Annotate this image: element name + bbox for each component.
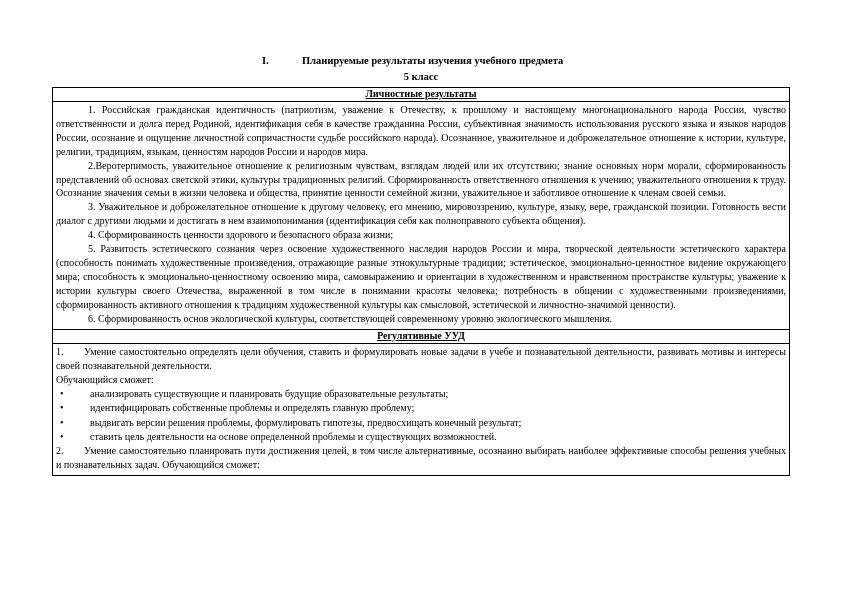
list-item xyxy=(56,402,786,416)
list-item xyxy=(56,417,786,431)
personal-paragraph-5: 5. Развитость эстетического сознания через освоение художественного наследия народов России и мира, творческой деятельности эстетического характера (способность понимать художественные произведения, отражающие разные этнокультурные традиции; эстетическое, эмоционально-ценностное видение окружающего мира; способность к эмоционально-ценностному освоению мира, самовыражению и ориентации в художественном и нравственном пространстве культуры; уважение к истории культуры своего Отечества, выраженной в том числе в понимании красоты человека; потребность в общении с художественными произведениями, сформированность активного отношения к традициям художественной культуры как смысловой, эстетической и личностно-значимой ценности). xyxy=(56,244,786,311)
regulatory-item-1-number: 1. xyxy=(56,346,64,358)
regulatory-item-2-number: 2. xyxy=(56,445,64,457)
list-item xyxy=(56,431,786,445)
list-item xyxy=(56,388,786,402)
personal-results-title: Личностные результаты xyxy=(365,89,477,100)
results-table xyxy=(52,87,790,476)
personal-paragraph-4: 4. Сформированность ценности здорового и безопасного образа жизни; xyxy=(88,230,394,242)
bullet-icon: • xyxy=(60,417,64,429)
personal-paragraph-6: 6. Сформированность основ экологической культуры, соответствующей современному уровню экологического мышления. xyxy=(88,313,612,325)
personal-paragraph-1: 1. Российская гражданская идентичность (патриотизм, уважение к Отечеству, к прошлому и настоящему многонационального народа России, чувство ответственности и долга перед Родиной, идентификация себя в качестве гражданина России, субъективная значимость использования русского языка и языков народов России, осознание и ощущение личностной сопричастности судьбе российского народа). Осознанное, уважительное и доброжелательное отношение к истории, культуре, религии, традициям, языкам, ценностям народов России и народов мира. xyxy=(56,105,786,158)
bullet-icon: • xyxy=(60,403,64,415)
bullet-text: идентифицировать собственные проблемы и определять главную проблему; xyxy=(90,403,415,415)
bullet-text: выдвигать версии решения проблемы, формулировать гипотезы, предвосхищать конечный результат; xyxy=(90,417,522,429)
grade-label: 5 класс xyxy=(403,72,439,83)
regulatory-uud-title: Регулятивные УУД xyxy=(377,330,465,342)
section-number: I. xyxy=(262,56,269,67)
bullet-text: ставить цель деятельности на основе определенной проблемы и существующих возможностей. xyxy=(90,431,497,443)
learner-can-label: Обучающийся сможет: xyxy=(56,374,154,386)
personal-results-header xyxy=(53,88,790,102)
section-title: Планируемые результаты изучения учебного предмета xyxy=(302,56,564,67)
regulatory-item-1-text: Умение самостоятельно определять цели обучения, ставить и формулировать новые задачи в учебе и познавательной деятельности, развивать мотивы и интересы своей познавательной деятельности. xyxy=(56,346,786,372)
regulatory-uud-header xyxy=(53,329,790,343)
regulatory-item-2 xyxy=(56,445,786,473)
regulatory-item-1 xyxy=(56,346,786,374)
bullet-icon: • xyxy=(60,431,64,443)
bullet-text: анализировать существующие и планировать будущие образовательные результаты; xyxy=(90,389,449,401)
regulatory-item-2-text: Умение самостоятельно планировать пути достижения целей, в том числе альтернативные, осознанно выбирать наиболее эффективные способы решения учебных и познавательных задач. Обучающийся сможет: xyxy=(56,445,786,472)
personal-paragraph-2: 2.Веротерпимость, уважительное отношение к религиозным чувствам, взглядам людей или их отсутствию; знание основных норм морали, сформированность представлений об основах светской этики, культуры традиционных религий. Сформированность ответственного отношения к учению; уважительного отношения к труду. Осознание значения семьи в жизни человека и общества, принятие ценности семейной жизни, уважительное и заботливое отношение к членам своей семьи. xyxy=(56,160,786,200)
bullet-icon: • xyxy=(60,389,64,401)
regulatory-uud-body xyxy=(53,343,790,476)
personal-results-body xyxy=(53,102,790,330)
personal-paragraph-3: 3. Уважительное и доброжелательное отношение к другому человеку, его мнению, мировоззрению, культуре, языку, вере, гражданской позиции. Готовность вести диалог с другими людьми и достигать в нем взаимопонимания (идентификация себя как полноправного субъекта общения). xyxy=(56,202,786,228)
